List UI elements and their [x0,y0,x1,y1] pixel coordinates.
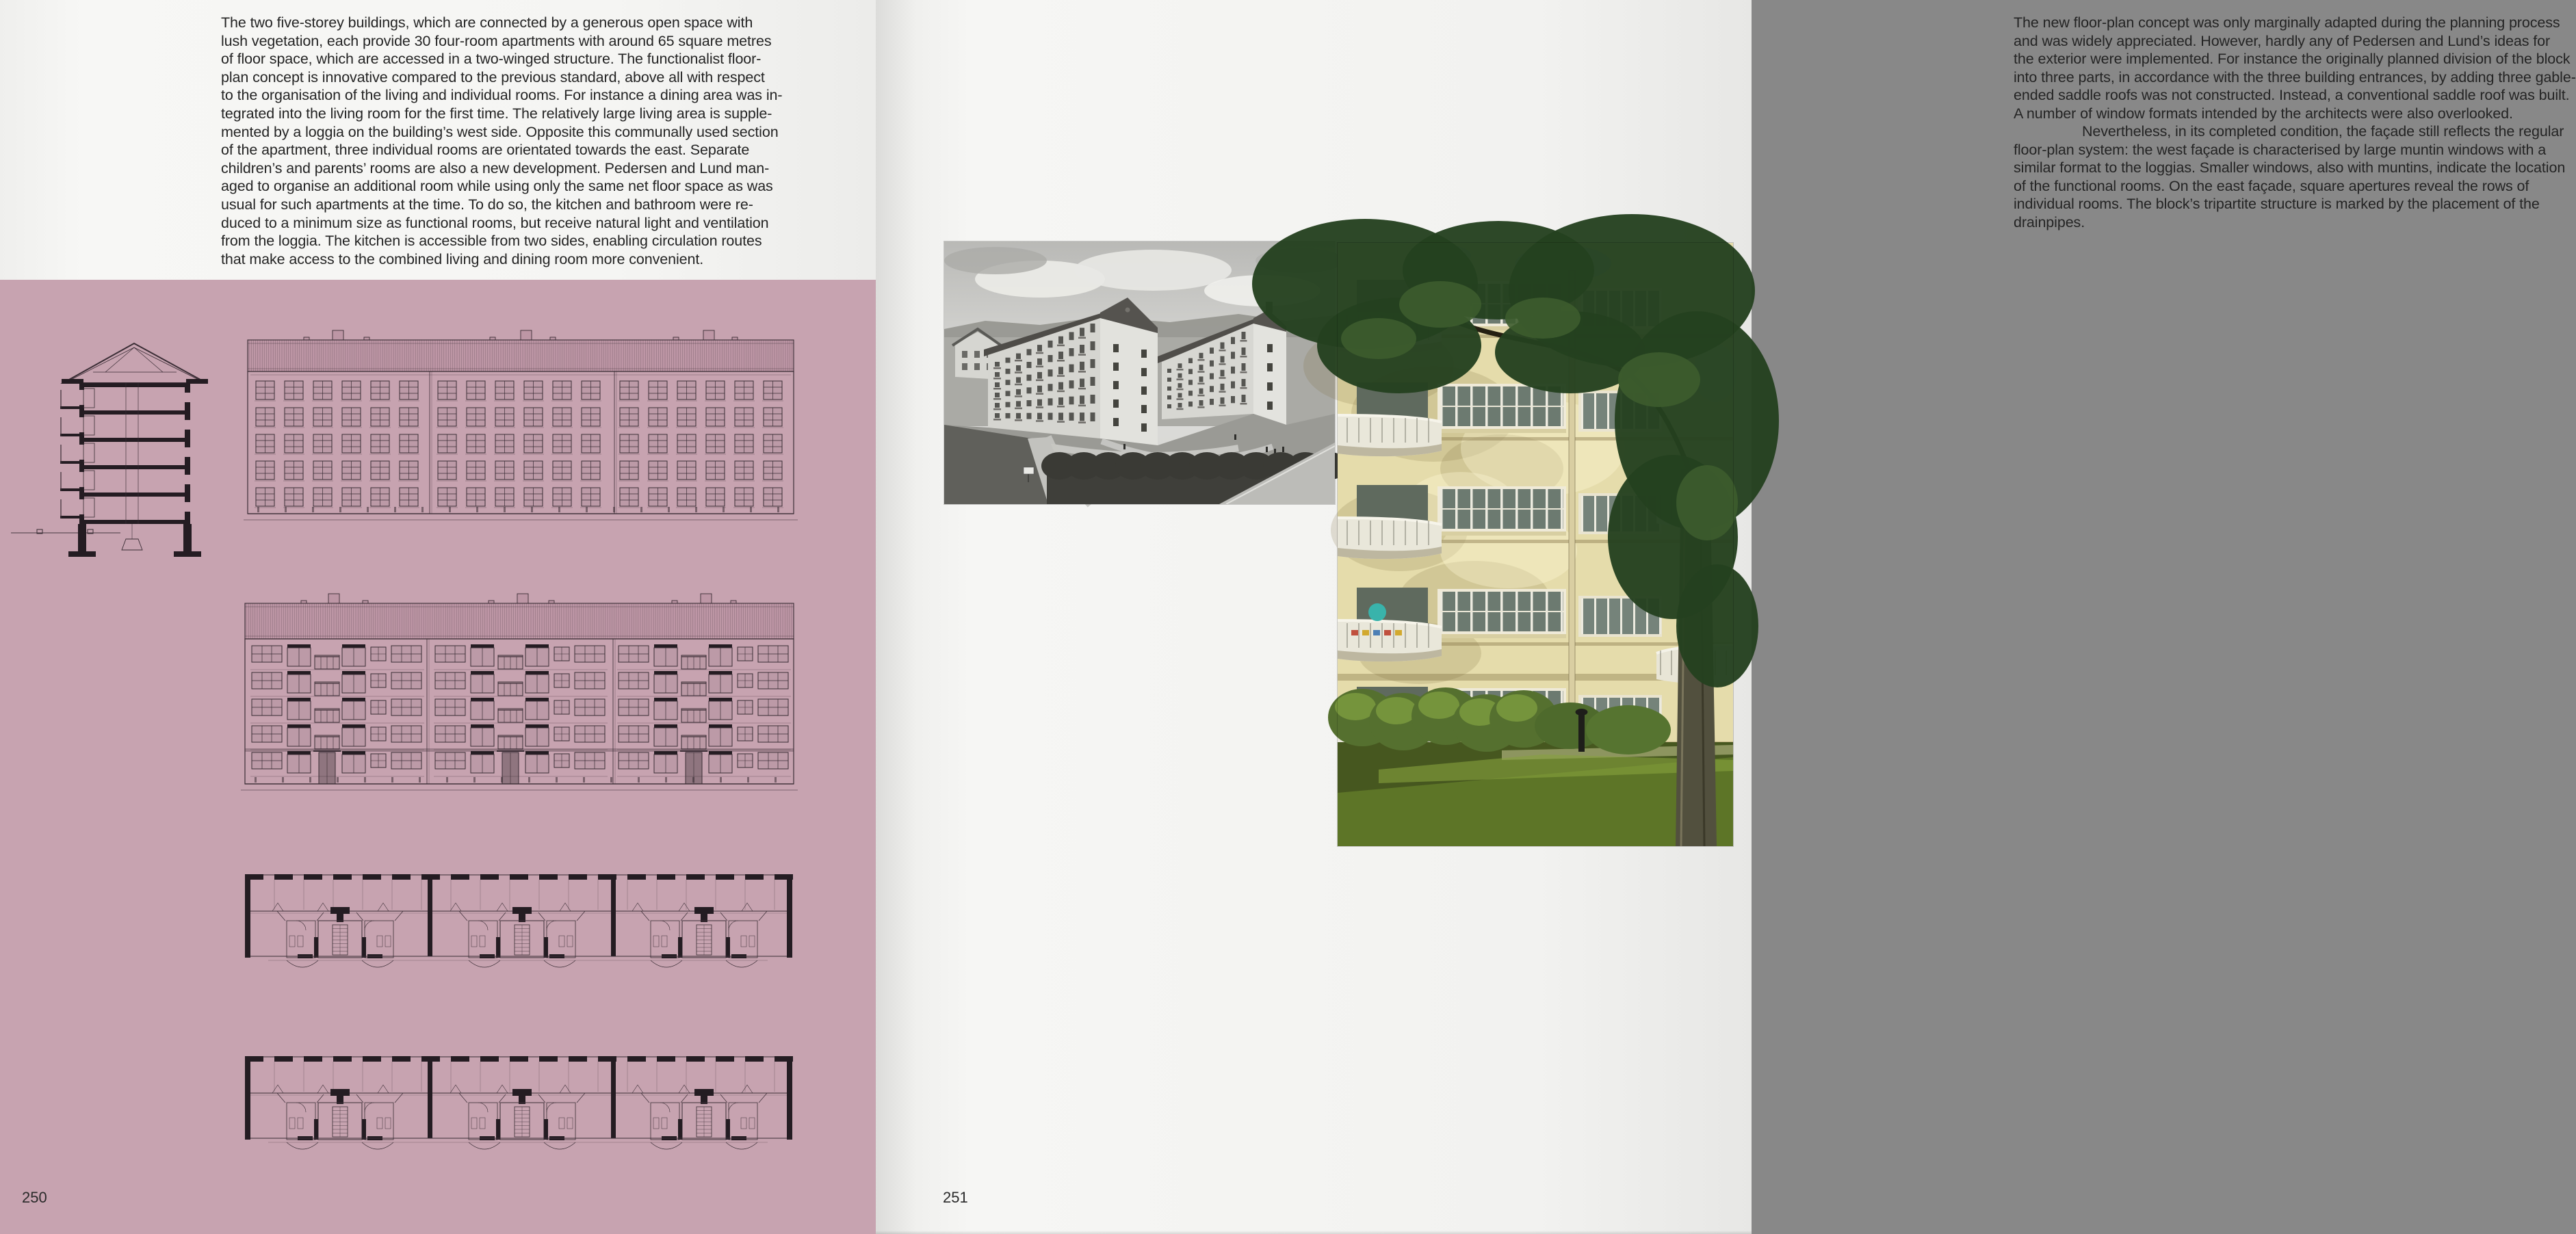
text-line: floor-plan system: the west façade is characterised by large muntin windows with a [2014,141,2547,158]
text-line: that make access to the combined living and dining room more convenient. [221,250,704,267]
text-line: The new floor-plan concept was only marginally adapted during the planning process [2014,14,2560,31]
floor-plan-upper [241,870,796,978]
text-line: similar format to the loggias. Smaller windows, also with muntins, indicate the location [2014,159,2566,176]
text-line: the exterior were implemented. For instance the originally planned division of the block [2014,51,2571,68]
colour-photo-west-facade-balconies [1338,243,1733,846]
text-line: of floor space, which are accessed in a two-winged structure. The functionalist floor- [221,51,762,68]
text-line: children’s and parents’ rooms are also a new development. Pedersen and Lund man- [221,159,770,176]
text-line: A number of window formats intended by the architects were also overlooked. [2014,105,2513,122]
text-line: lush vegetation, each provide 30 four-room apartments with around 65 square metres [221,32,772,49]
text-line: of the functional rooms. On the east façade, square apertures reveal the rows of [2014,177,2529,194]
text-line: plan concept is innovative compared to the previous standard, above all with respect [221,68,765,86]
text-line: from the loggia. The kitchen is accessible from two sides, enabling circulation routes [221,233,762,250]
text-line: ended saddle roofs was not constructed. Instead, a conventional saddle roof was built. [2014,87,2570,104]
text-line: of the apartment, three individual rooms are orientated towards the east. Separate [221,142,750,159]
page-number-right: 251 [943,1189,968,1206]
text-line: tegrated into the living room for the first time. The relatively large living area is supple- [221,105,772,122]
left-paragraph [221,14,782,268]
building-cross-section [11,337,200,562]
floor-plan-ground [241,1052,796,1167]
text-line: Nevertheless, in its completed condition, the façade still reflects the regular [2082,123,2564,140]
right-paragraph-1 [2014,14,2576,123]
page-left [0,0,876,1234]
page-number-left: 250 [22,1189,47,1206]
text-line: The two five-storey buildings, which are connected by a generous open space with [221,14,753,31]
text-line: mented by a loggia on the building’s west side. Opposite this communally used section [221,123,779,140]
text-line: and was widely appreciated. However, hardly any of Pedersen and Lund’s ideas for [2014,32,2551,49]
text-line: to the organisation of the living and individual rooms. For instance a dining area was in- [221,87,783,104]
text-line: duced to a minimum size as functional rooms, but receive natural light and ventilation [221,214,769,231]
text-line: drainpipes. [2014,213,2085,231]
right-paragraph-2 [2014,122,2565,232]
text-line: individual rooms. The block’s tripartite structure is marked by the placement of the [2014,196,2540,213]
text-line: usual for such apartments at the time. To do so, the kitchen and bathroom were re- [221,196,753,213]
text-line: into three parts, in accordance with the three building entrances, by adding three gable- [2014,68,2576,86]
west-facade-elevation [241,594,798,799]
text-line: aged to organise an additional room while using only the same net floor space as was [221,178,773,195]
east-facade-elevation [244,328,798,533]
